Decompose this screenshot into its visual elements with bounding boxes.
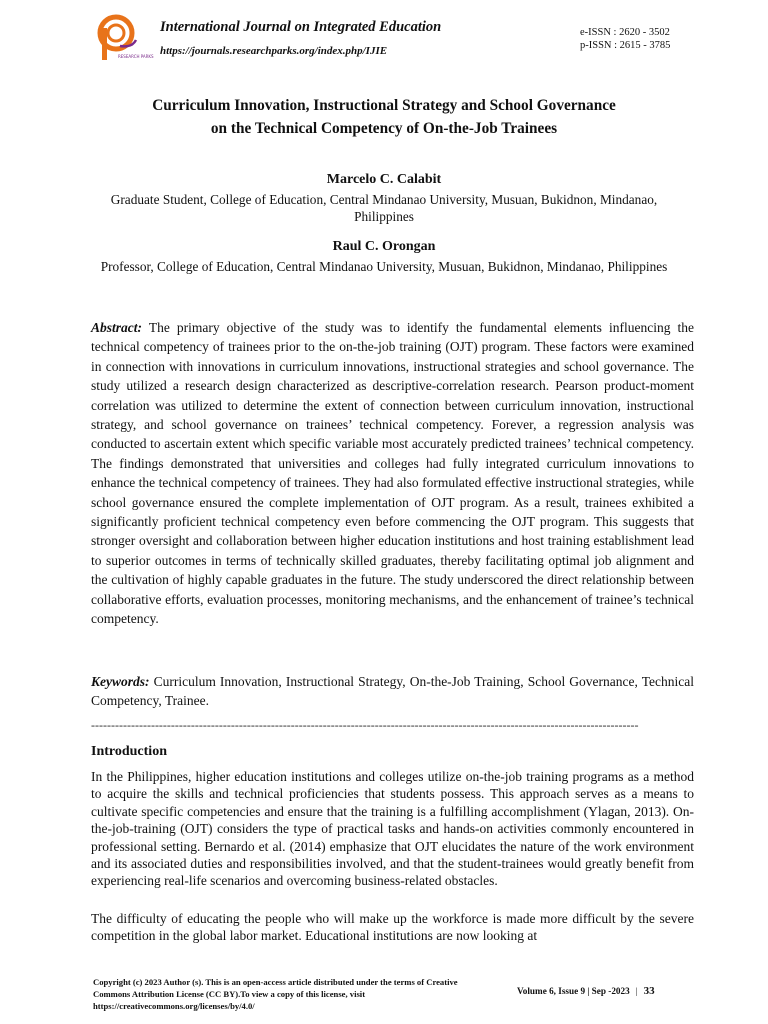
issue-label: Volume 6, Issue 9 | Sep -2023 xyxy=(517,986,630,996)
keywords-label: Keywords: xyxy=(91,674,150,689)
author-affiliation-2: Professor, College of Education, Central Mindanao University, Musuan, Bukidnon, Mindanao, Philippines xyxy=(100,259,668,274)
issn-block xyxy=(580,26,670,52)
journal-name: International Journal on Integrated Education xyxy=(160,19,442,35)
journal-logo-icon xyxy=(96,14,154,62)
svg-text:RESEARCH PARKS: RESEARCH PARKS xyxy=(118,54,154,59)
keywords xyxy=(91,672,694,711)
copyright-notice: Copyright (c) 2023 Author (s). This is an open-access article distributed under the terms of Creative Commons Attribution License (CC BY).To view a copy of this license, visit https://creativecommons.org/licenses/by/4.0/ xyxy=(93,977,458,1011)
introduction-heading: Introduction xyxy=(91,744,167,759)
footer-separator: | xyxy=(635,986,638,996)
title-line-2: on the Technical Competency of On-the-Job Trainees xyxy=(210,120,558,137)
abstract xyxy=(91,318,694,629)
keywords-text: Curriculum Innovation, Instructional Strategy, On-the-Job Training, School Governance, Technical Competency, Trainee. xyxy=(91,674,694,709)
journal-url[interactable]: https://journals.researchparks.org/index.php/IJIE xyxy=(160,45,388,57)
p-issn: p-ISSN : 2615 - 3785 xyxy=(580,40,671,51)
intro-paragraph-1: In the Philippines, higher education institutions and colleges utilize on-the-job training programs as a method to acquire the skills and technical proficiencies that students possess. This approach serves as a means to cultivate specific competencies and ensure that the training is a fulfilling accomplishment (Ylagan, 2013). On-the-job-training (OJT) considers the type of practical tasks and hands-on activities commonly encountered in professional setting. Bernardo et al. (2014) emphasize that OJT elucidates the nature of the work environment and its associated duties and responsibilities involved, and that the student-trainees would greatly benefit from experiencing real-life scenarios and overcoming business-related obstacles. xyxy=(91,769,694,889)
e-issn: e-ISSN : 2620 - 3502 xyxy=(580,27,670,38)
title-line-1: Curriculum Innovation, Instructional Strategy and School Governance xyxy=(152,97,616,114)
section-separator: ----------------------------------------------------------------------------------------------------------------------------------------- xyxy=(91,718,639,732)
author-name-2: Raul C. Orongan xyxy=(332,239,436,254)
abstract-text: The primary objective of the study was to identify the fundamental elements influencing the technical competency of trainees prior to the on-the-job training (OJT) program. These factors were examined in connection with innovations in curriculum innovations, instructional strategies and school governance. The study utilized a research design characterized as descriptive-correlation research. Pearson product-moment correlation was utilized to determine the extent of connection between curriculum innovation, instructional strategy, and school governance on trainees’ technical competency. Forever, a regression analysis was conducted to ascertain extent which specific variable most accurately predicted trainees’ technical competency. The findings demonstrated that universities and colleges had fully integrated curriculum innovations to enhance the technical competency of trainees. They had also formulated effective instructional strategies, while school governance ensured the complete implementation of OJT program. As a result, trainees exhibited a significantly proficient technical competency even before commencing the OJT program. This suggests that stronger oversight and collaboration between higher education institutions and host training establishment lead to superior outcomes in terms of technically skilled graduates, thereby facilitating optimal job alignment and the cultivation of highly capable graduates in the future. The study underscored the direct relationship between collaborative efforts, evaluation processes, monitoring mechanisms, and the enhancement of trainee’s technical competency. xyxy=(91,320,694,627)
paper-title xyxy=(60,94,708,140)
page-number: 33 xyxy=(643,985,655,997)
author-name-1: Marcelo C. Calabit xyxy=(326,172,442,187)
abstract-label: Abstract: xyxy=(91,320,143,335)
intro-paragraph-2: The difficulty of educating the people who will make up the workforce is made more difficult by the severe competition in the global labor market. Educational institutions are now looking at xyxy=(91,911,694,944)
footer-issue-info xyxy=(517,985,655,997)
author-affiliation-1: Graduate Student, College of Education, Central Mindanao University, Musuan, Bukidnon, Mindanao, Philippines xyxy=(110,192,658,224)
